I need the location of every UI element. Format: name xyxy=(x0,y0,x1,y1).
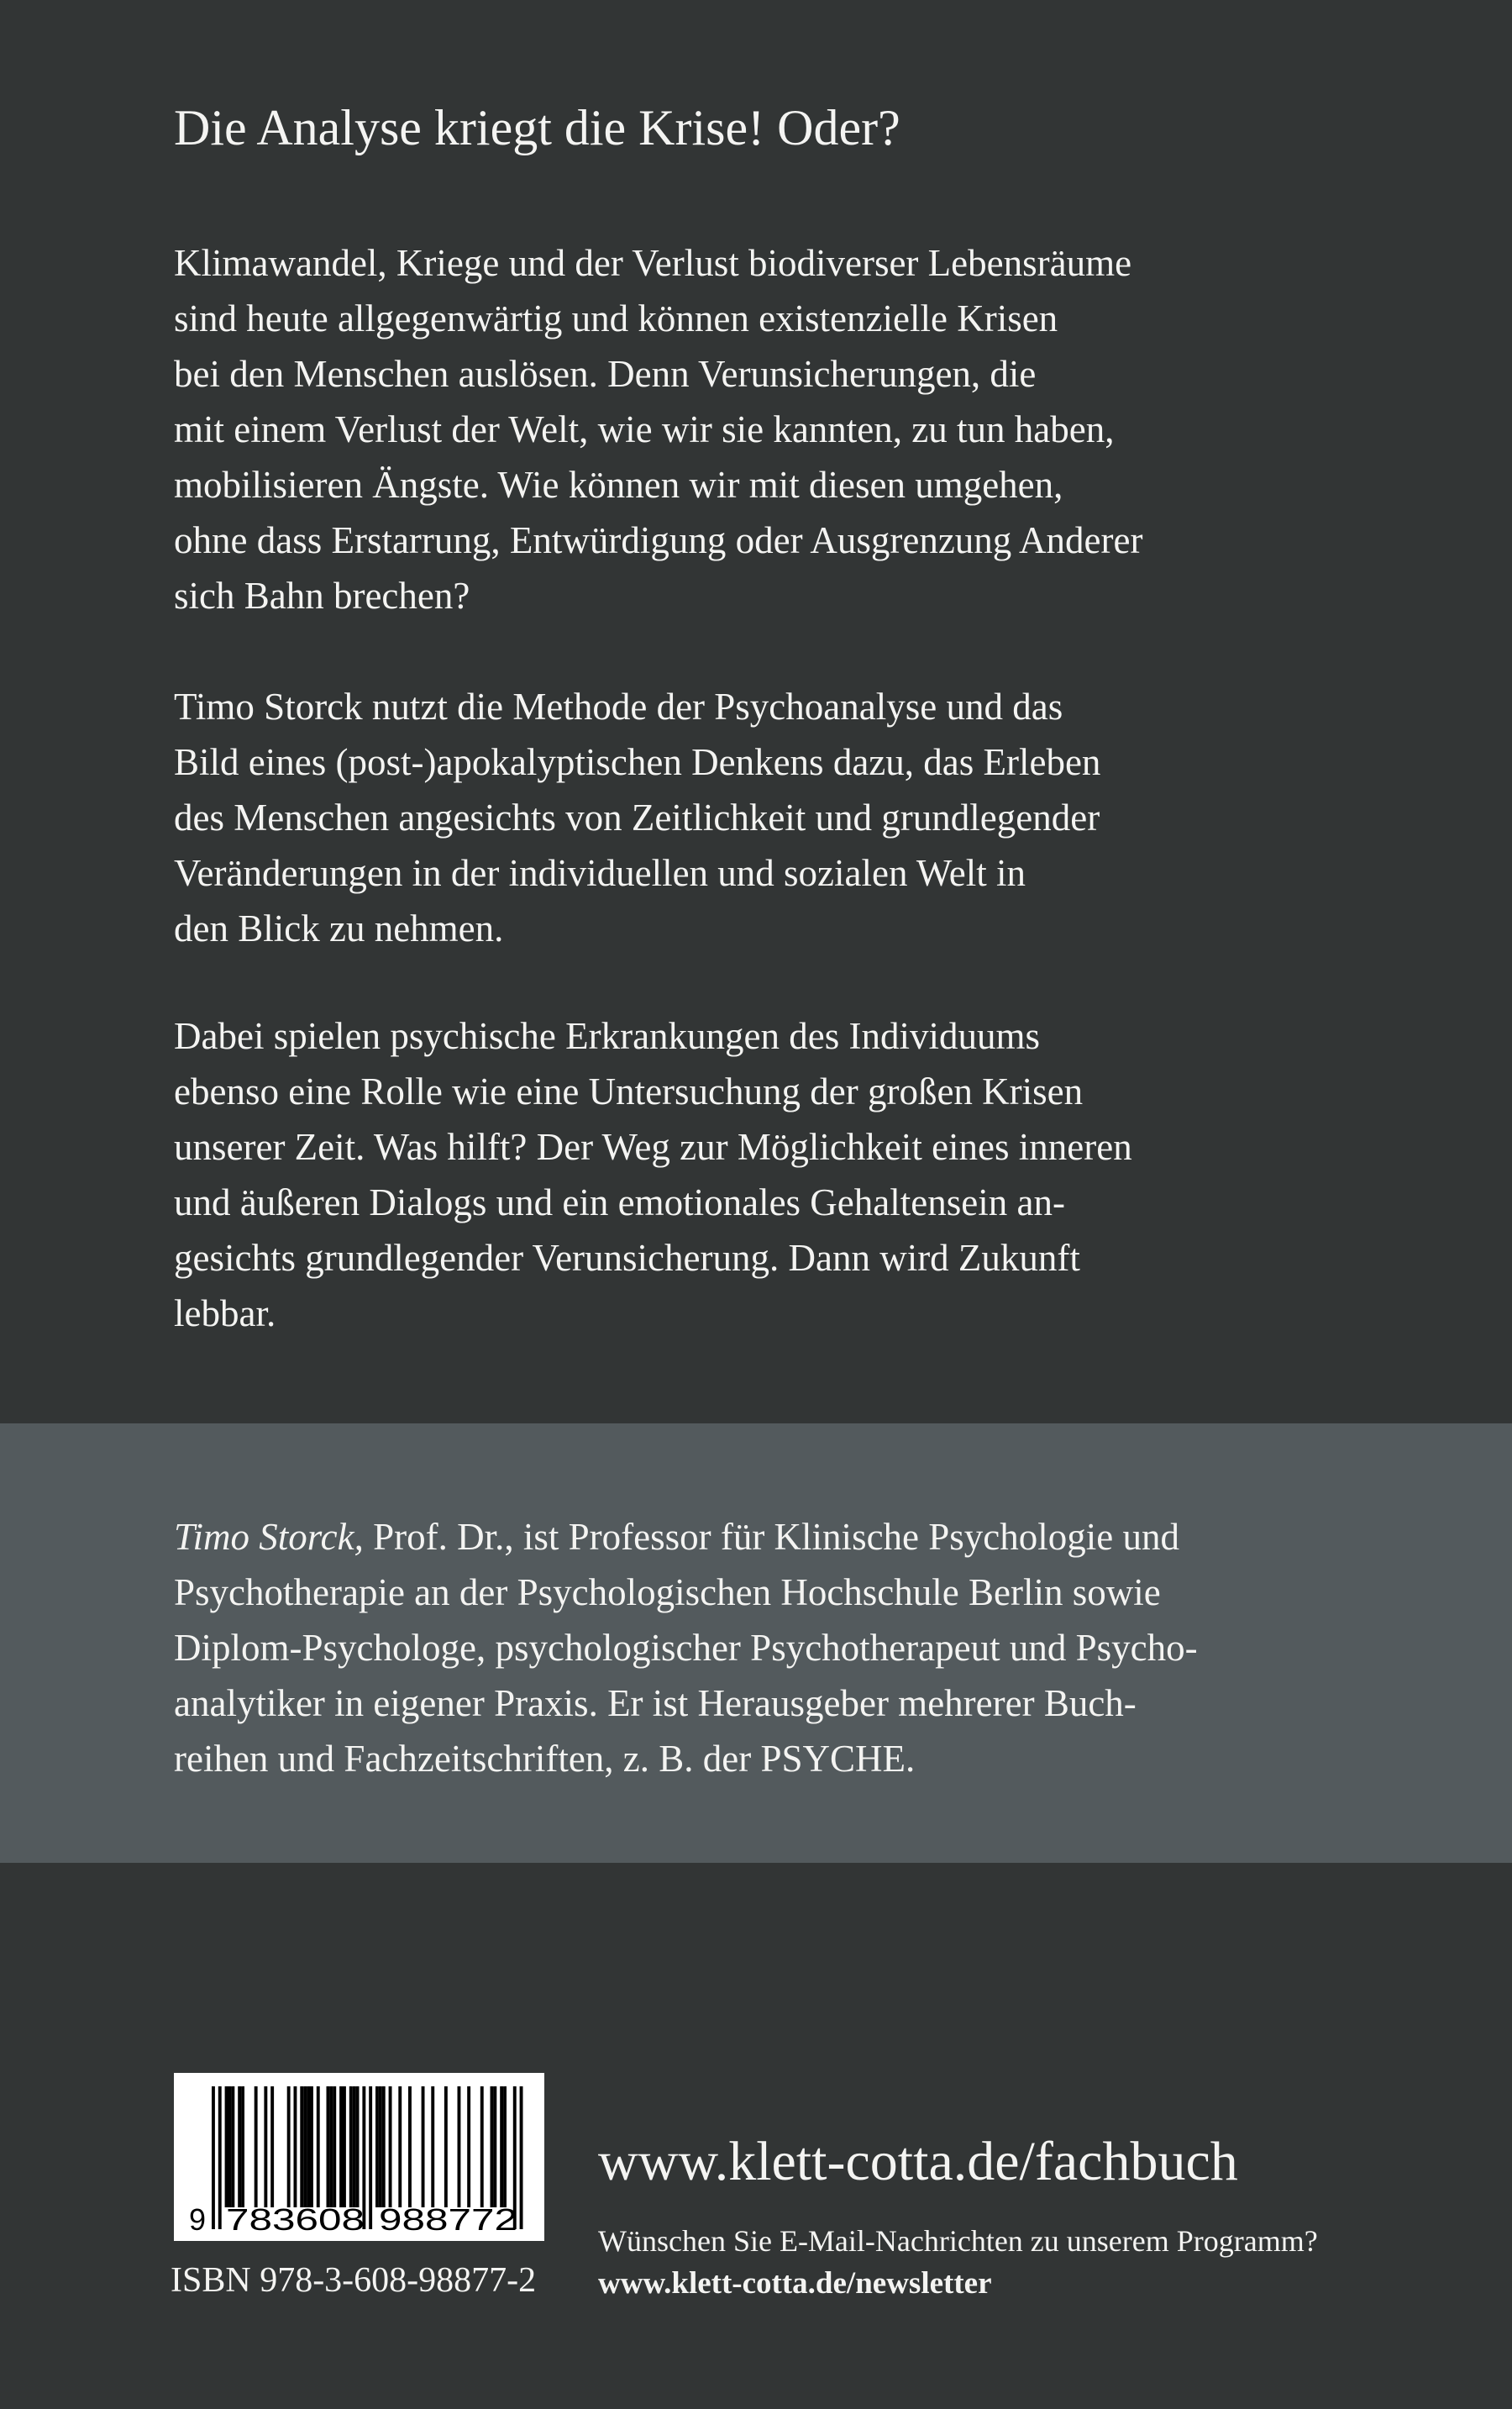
barcode-bar xyxy=(333,2086,336,2207)
text-line: Klimawandel, Kriege und der Verlust biodiverser Lebensräume xyxy=(174,242,1132,284)
barcode-bar xyxy=(238,2086,241,2207)
blurb-paragraph-2 xyxy=(174,679,1100,956)
barcode-bar xyxy=(503,2086,507,2207)
text-line: den Blick zu nehmen. xyxy=(174,907,504,949)
barcode-bar xyxy=(431,2086,434,2207)
barcode-bar xyxy=(339,2086,343,2207)
barcode-bar xyxy=(349,2086,353,2207)
barcode-bar xyxy=(444,2086,448,2207)
author-name: Timo Storck, xyxy=(174,1516,364,1558)
barcode-bar xyxy=(458,2086,461,2207)
text-line xyxy=(174,1509,1198,1565)
text-line: Psychotherapie an der Psychologischen Hochschule Berlin sowie xyxy=(174,1571,1161,1613)
barcode-bar xyxy=(231,2086,234,2207)
barcode-bar xyxy=(356,2086,360,2207)
text-line: des Menschen angesichts von Zeitlichkeit und grundlegender xyxy=(174,797,1100,839)
publisher-url-link[interactable]: www.klett-cotta.de/fachbuch xyxy=(598,2131,1238,2192)
blurb-paragraph-1 xyxy=(174,235,1142,623)
text-line: Dabei spielen psychische Erkrankungen des Individuums xyxy=(174,1015,1041,1057)
barcode-bar xyxy=(255,2086,258,2207)
text-line: und äußeren Dialogs und ein emotionales Gehaltensein an- xyxy=(174,1181,1065,1223)
newsletter-url-link[interactable]: www.klett-cotta.de/newsletter xyxy=(598,2266,992,2301)
text-line: unserer Zeit. Was hilft? Der Weg zur Möglichkeit eines inneren xyxy=(174,1126,1132,1168)
barcode-digits-right: 988772 xyxy=(379,2202,517,2237)
barcode-bar xyxy=(353,2086,356,2207)
barcode-bar xyxy=(343,2086,346,2207)
text-line: Bild eines (post-)apokalyptischen Denkens dazu, das Erleben xyxy=(174,741,1101,783)
barcode-bar xyxy=(225,2086,228,2207)
text-line: ohne dass Erstarrung, Entwürdigung oder Ausgrenzung Anderer xyxy=(174,519,1143,561)
barcode-bar xyxy=(480,2086,484,2207)
text-line: lebbar. xyxy=(174,1292,276,1334)
text-line: Timo Storck nutzt die Methode der Psychoanalyse und das xyxy=(174,686,1063,728)
barcode-bar xyxy=(300,2086,303,2207)
isbn-number: ISBN 978-3-608-98877-2 xyxy=(171,2261,537,2300)
barcode-bar xyxy=(212,2086,215,2229)
barcode-bar xyxy=(379,2086,382,2207)
barcode-bar xyxy=(264,2086,267,2207)
barcode-bar xyxy=(270,2086,274,2207)
barcode-bar xyxy=(369,2086,372,2229)
author-bio xyxy=(174,1509,1198,1786)
barcode-bar xyxy=(520,2086,523,2229)
barcode-bar xyxy=(241,2086,244,2207)
barcode-bar xyxy=(500,2086,503,2207)
barcode-bar xyxy=(382,2086,386,2207)
isbn-barcode xyxy=(174,2073,544,2241)
barcode-bar xyxy=(287,2086,291,2207)
text-fragment: Prof. Dr., ist Professor für Klinische Psychologie und xyxy=(363,1516,1180,1558)
newsletter-question: Wünschen Sie E-Mail-Nachrichten zu unserem Programm? xyxy=(598,2224,1318,2258)
barcode-bar xyxy=(493,2086,496,2207)
text-line: mit einem Verlust der Welt, wie wir sie kannten, zu tun haben, xyxy=(174,408,1115,450)
barcode-bar xyxy=(310,2086,313,2207)
back-cover-heading: Die Analyse kriegt die Krise! Oder? xyxy=(174,100,900,155)
barcode-bar xyxy=(228,2086,232,2207)
barcode-digit-first: 9 xyxy=(189,2202,207,2237)
text-line: ebenso eine Rolle wie eine Untersuchung der großen Krisen xyxy=(174,1070,1084,1112)
text-line: gesichts grundlegender Verunsicherung. Dann wird Zukunft xyxy=(174,1237,1080,1279)
barcode-bar xyxy=(389,2086,392,2207)
barcode-digits-left: 783608 xyxy=(226,2202,365,2237)
text-line: sich Bahn brechen? xyxy=(174,575,470,617)
barcode-bar xyxy=(491,2086,494,2207)
barcode-bar xyxy=(327,2086,330,2207)
text-line: bei den Menschen auslösen. Denn Verunsicherungen, die xyxy=(174,353,1037,395)
barcode-bar xyxy=(422,2086,425,2207)
text-line: Diplom-Psychologe, psychologischer Psychotherapeut und Psycho- xyxy=(174,1627,1198,1669)
barcode-bar xyxy=(218,2086,222,2229)
text-line: mobilisieren Ängste. Wie können wir mit diesen umgehen, xyxy=(174,464,1063,506)
barcode-bar xyxy=(467,2086,470,2207)
text-line: Veränderungen in der individuellen und sozialen Welt in xyxy=(174,852,1026,894)
barcode-bar xyxy=(307,2086,310,2207)
barcode-bar xyxy=(303,2086,307,2207)
barcode-bar xyxy=(375,2086,379,2207)
barcode-bar xyxy=(329,2086,333,2207)
barcode-bar xyxy=(317,2086,320,2207)
text-line: analytiker in eigener Praxis. Er ist Herausgeber mehrerer Buch- xyxy=(174,1682,1137,1724)
barcode-bar xyxy=(408,2086,412,2207)
barcode-bar xyxy=(294,2086,297,2207)
blurb-paragraph-3 xyxy=(174,1008,1132,1341)
text-line: sind heute allgegenwärtig und können existenzielle Krisen xyxy=(174,297,1058,339)
text-line: reihen und Fachzeitschriften, z. B. der PSYCHE. xyxy=(174,1738,916,1780)
barcode-bar xyxy=(398,2086,402,2207)
